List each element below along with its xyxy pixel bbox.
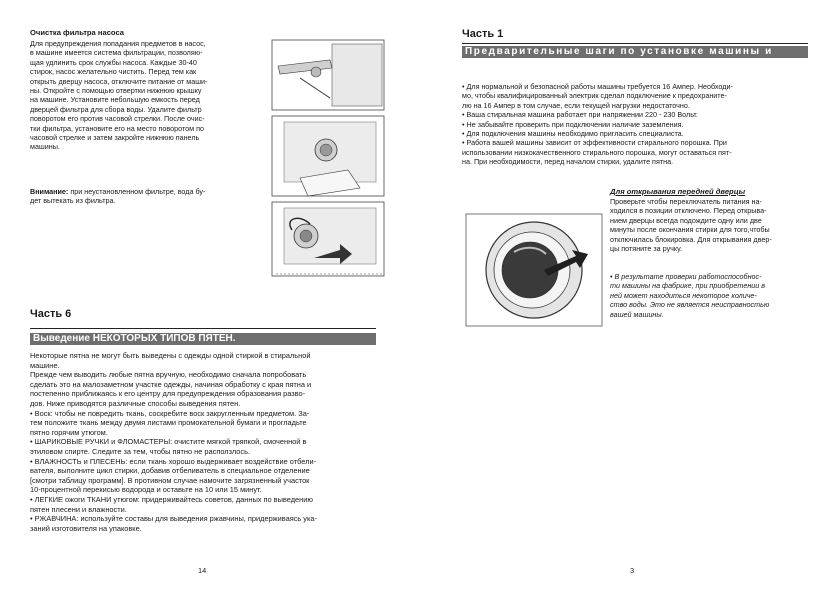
stains-text: Некоторые пятна не могут быть выведены с одежды одной стиркой в стиральной машине. Прежде чем выводить любые пятна вручную, необходимо сначала попробовать сделать это на малозаметном участке одежды, начиная обработку с края пятна и постепенно приближаясь к его центру для предупреждения образования разво- дов. Ниже приводятся различные способы выведения пятен. • Воск: чтобы не повредить ткань, соскребите воск закругленным предметом. За- тем положите ткань между двумя листами промокательной бумаги и прогладьте пятно горячим утюгом. • ШАРИКОВЫЕ РУЧКИ и ФЛОМАСТЕРЫ: очистите мягкой тряпкой, смоченной в этиловом спирте. Следите за тем, чтобы пятно не расползлось. • ВЛАЖНОСТЬ и ПЛЕСЕНЬ: если ткань хорошо выдерживает воздействие отбели- вателя, выполните цикл стирки, добавив отбеливатель в специальное отделение [смотри таблицу программ]. В противном случае намочите загрязненный участок 10-процентной перекисью водорода и оставьте на 10 или 15 минут. • ЛЕГКИЕ ожоги ТКАНИ утюгом: придерживайтесь советов, данных по выведению пятен плесени и влажности. • РЖАВЧИНА: используйте составы для выведения ржавчины, придерживаясь ука- заний изготовителя на упаковке. — [30, 351, 317, 533]
stains-section-title: Выведение НЕКОТОРЫХ ТИПОВ ПЯТЕН. — [30, 333, 376, 345]
warning-text: при неустановленном фильтре, вода бу- дет вытекать из фильтра. — [30, 187, 206, 206]
door-heading: Для открывания передней дверцы — [610, 187, 746, 196]
warning-note — [30, 187, 268, 206]
door-instructions: Проверьте чтобы переключатель питания на- ходился в позиции отключено. Перед открыва- нием дверцы всегда подождите одну или две минуты после окончания стирки для того,чтобы отключилась блокировка. Для открывания двер- цы потяните за ручку. — [610, 197, 772, 254]
warning-label: Внимание: — [30, 187, 69, 196]
preliminary-steps-text: • Для нормальной и безопасной работы машины требуется 16 Ампер. Необходи- мо, чтобы квалифицированный электрик сделал подключение к предохраните- лю на 16 Ампер в том случае, если текущей нагрузки недостаточно. • Ваша стиральная машина работает при напряжении 220 - 230 Вольт. • Не забывайте проверить при подключении наличие заземления. • Для подключения машины необходимо пригласить специалиста. • Работа вашей машины зависит от эффективности стирального порошка. При использовании низкокачественного стирального порошка, могут оставаться пят- на. При необходимости, перед началом стирки, удалите пятна. — [462, 82, 733, 167]
right-page — [420, 0, 839, 595]
pump-filter-heading: Очистка фильтра насоса — [30, 28, 124, 37]
part-6-title: Часть 6 — [30, 308, 72, 320]
page-number-right: 3 — [630, 566, 635, 575]
factory-water-note: • В результате проверки работоспособнос- ти машины на фабрике, при приобретении в ней может находиться некоторое количе- ство воды. Это не является неисправностью вашей машины. — [610, 272, 770, 319]
pump-filter-text: Для предупреждения попадания предметов в насос, в машине имеется система фильтрации, позволяю- щая удлинить срок службы насоса. Каждые 30-40 стирок, насос желательно чистить. Перед тем как открыть дверцу насоса, отключите питание от маши- ны. Откройте с помощью отвертки нижнюю крышку на машине. Установите небольшую емкость перед дверцей фильтра для сбора воды. Удалите фильтр поворотом его против часовой стрелки. После очис- тки фильтра, установите его на место поворотом по часовой стрелке и затем закройте нижнюю панель машины. — [30, 39, 208, 152]
front-door-illustration — [464, 212, 604, 328]
installation-section-title: Предварительные шаги по установке машины и — [462, 46, 808, 58]
part-1-title: Часть 1 — [462, 28, 504, 40]
divider — [462, 43, 808, 44]
divider — [30, 328, 376, 329]
pump-filter-illustration — [270, 38, 388, 278]
page-number-left: 14 — [198, 566, 207, 575]
